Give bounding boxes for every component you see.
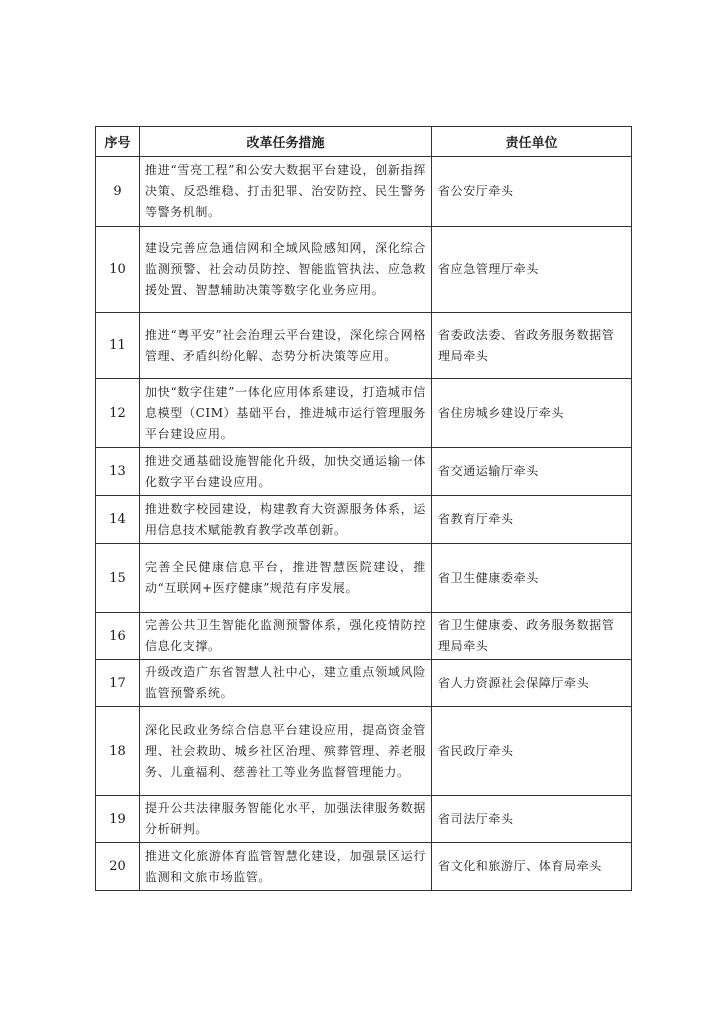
row-unit: 省应急管理厅牵头: [432, 227, 632, 313]
row-unit: 省司法厅牵头: [432, 796, 632, 843]
row-unit: 省民政厅牵头: [432, 707, 632, 796]
row-unit: 省文化和旅游厅、体育局牵头: [432, 843, 632, 891]
table-row: [96, 379, 632, 448]
row-measure: 升级改造广东省智慧人社中心，建立重点领域风险监管预警系统。: [140, 660, 432, 707]
row-number: 16: [96, 613, 140, 660]
row-unit: 省住房城乡建设厅牵头: [432, 379, 632, 448]
row-number: 12: [96, 379, 140, 448]
table-row: [96, 796, 632, 843]
row-measure: 推进交通基础设施智能化升级，加快交通运输一体化数字平台建设应用。: [140, 448, 432, 496]
row-measure: 推进数字校园建设，构建教育大资源服务体系，运用信息技术赋能教育教学改革创新。: [140, 496, 432, 544]
row-measure: 推进文化旅游体育监管智慧化建设，加强景区运行监测和文旅市场监管。: [140, 843, 432, 891]
row-number: 19: [96, 796, 140, 843]
row-number: 20: [96, 843, 140, 891]
table-row: [96, 707, 632, 796]
table-row: [96, 313, 632, 379]
header-responsible-unit: 责任单位: [432, 127, 632, 157]
row-unit: 省人力资源社会保障厅牵头: [432, 660, 632, 707]
row-number: 14: [96, 496, 140, 544]
reform-task-table: [95, 126, 632, 891]
row-measure: 建设完善应急通信网和全域风险感知网，深化综合监测预警、社会动员防控、智能监管执法、应急救援处置、智慧辅助决策等数字化业务应用。: [140, 227, 432, 313]
header-reform-measures: 改革任务措施: [140, 127, 432, 157]
row-measure: 推进“雪亮工程”和公安大数据平台建设，创新指挥决策、反恐维稳、打击犯罪、治安防控、民生警务等警务机制。: [140, 157, 432, 227]
row-measure: 完善公共卫生智能化监测预警体系，强化疫情防控信息化支撑。: [140, 613, 432, 660]
row-unit: 省委政法委、省政务服务数据管理局牵头: [432, 313, 632, 379]
table-row: [96, 843, 632, 891]
table-row: [96, 448, 632, 496]
row-measure: 加快“数字住建”一体化应用体系建设，打造城市信息模型（CIM）基础平台，推进城市运行管理服务平台建设应用。: [140, 379, 432, 448]
row-number: 10: [96, 227, 140, 313]
row-number: 11: [96, 313, 140, 379]
row-measure: 提升公共法律服务智能化水平，加强法律服务数据分析研判。: [140, 796, 432, 843]
row-number: 17: [96, 660, 140, 707]
row-measure: 推进“粤平安”社会治理云平台建设，深化综合网格管理、矛盾纠纷化解、态势分析决策等应用。: [140, 313, 432, 379]
table-row: [96, 227, 632, 313]
row-number: 13: [96, 448, 140, 496]
table-row: [96, 613, 632, 660]
row-unit: 省教育厅牵头: [432, 496, 632, 544]
table-body: [96, 157, 632, 891]
row-unit: 省卫生健康委牵头: [432, 544, 632, 613]
row-number: 9: [96, 157, 140, 227]
header-serial-number: 序号: [96, 127, 140, 157]
row-unit: 省交通运输厅牵头: [432, 448, 632, 496]
row-unit: 省公安厅牵头: [432, 157, 632, 227]
table-row: [96, 660, 632, 707]
row-number: 15: [96, 544, 140, 613]
table-row: [96, 496, 632, 544]
row-unit: 省卫生健康委、政务服务数据管理局牵头: [432, 613, 632, 660]
row-number: 18: [96, 707, 140, 796]
table-row: [96, 544, 632, 613]
table-row: [96, 157, 632, 227]
row-measure: 深化民政业务综合信息平台建设应用，提高资金管理、社会救助、城乡社区治理、殡葬管理、养老服务、儿童福利、慈善社工等业务监督管理能力。: [140, 707, 432, 796]
row-measure: 完善全民健康信息平台，推进智慧医院建设，推动“互联网+医疗健康”规范有序发展。: [140, 544, 432, 613]
table-header-row: [96, 127, 632, 157]
